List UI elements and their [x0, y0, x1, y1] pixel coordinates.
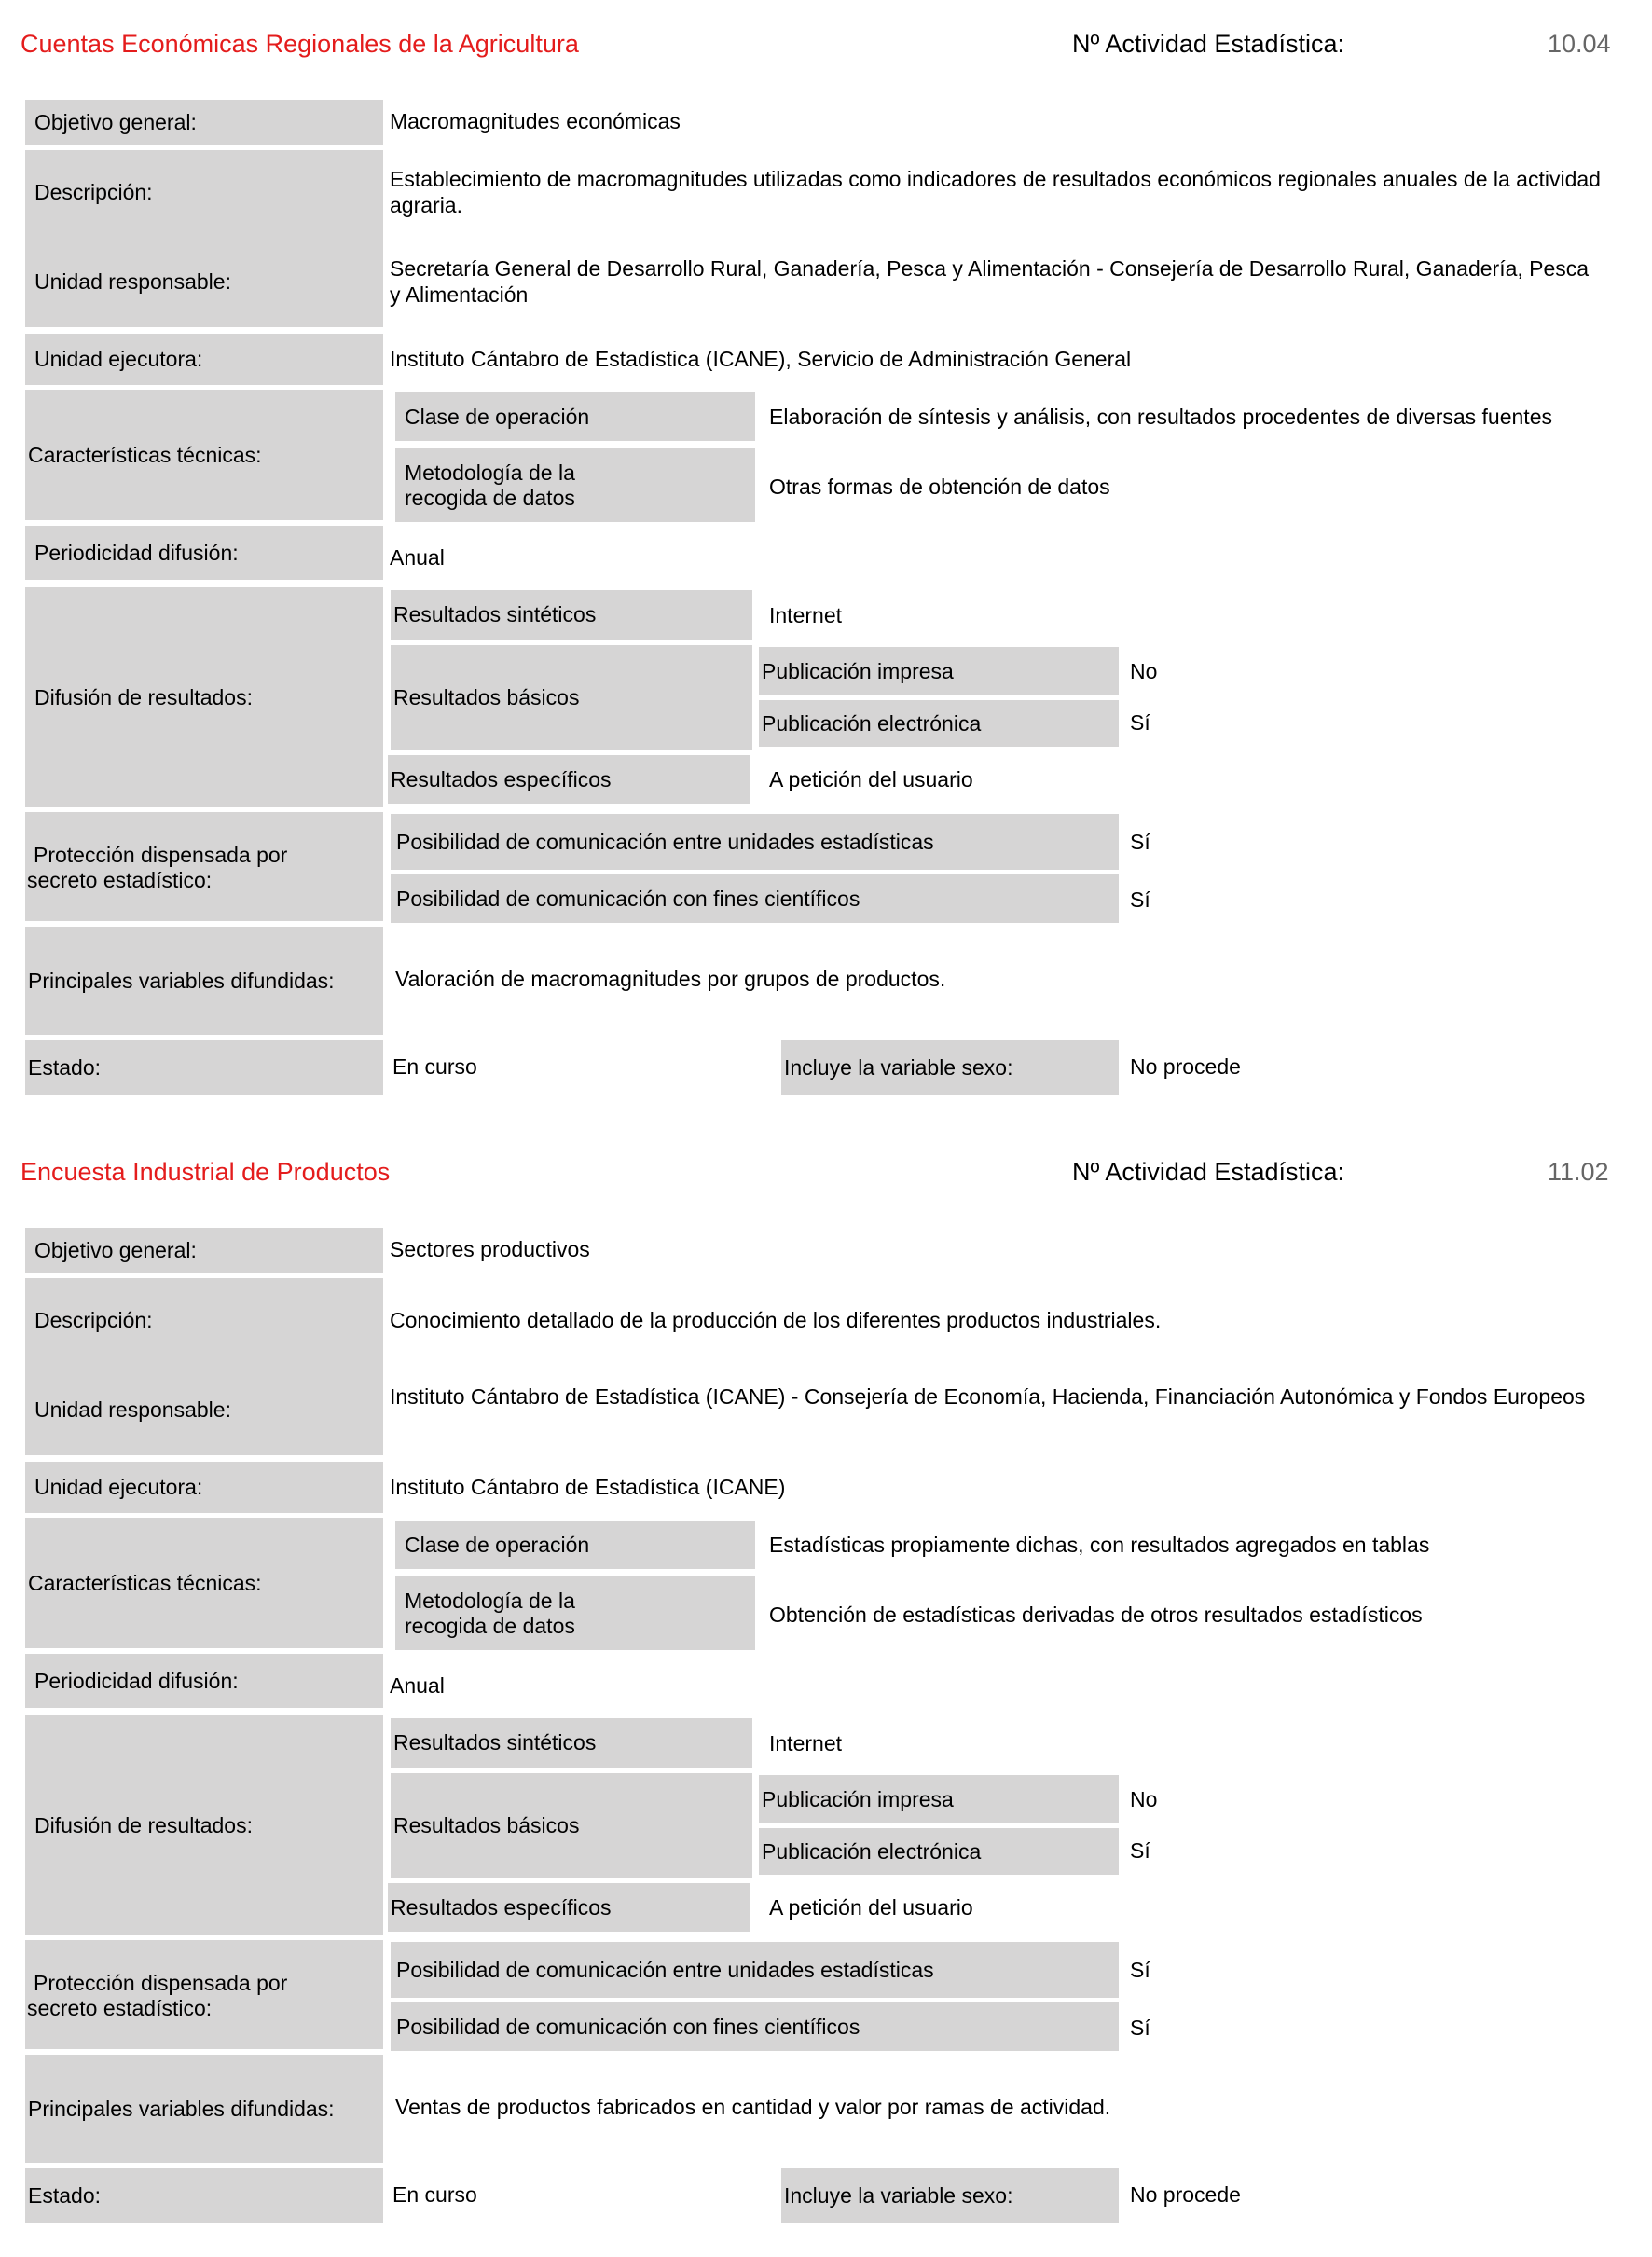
- ejecutora-label: Unidad ejecutora:: [25, 334, 383, 385]
- especificos-value: A petición del usuario: [769, 1895, 973, 1920]
- sinteticos-label: Resultados sintéticos: [391, 590, 752, 640]
- ejecutora-value: Instituto Cántabro de Estadística (ICANE), Servicio de Administración General: [390, 347, 1132, 371]
- metodologia-value: Obtención de estadísticas derivadas de otros resultados estadísticos: [769, 1603, 1423, 1627]
- com-cientificos-value: Sí: [1130, 2016, 1150, 2040]
- clase-value: Estadísticas propiamente dichas, con resultados agregados en tablas: [769, 1533, 1430, 1557]
- basicos-label: Resultados básicos: [391, 1773, 752, 1878]
- descripcion-label: Descripción:: [34, 179, 153, 204]
- operation-card-1: [0, 0, 1652, 1128]
- objetivo-label: Objetivo general:: [25, 100, 383, 145]
- com-unidades-value: Sí: [1130, 830, 1150, 854]
- objetivo-label: Objetivo general:: [25, 1228, 383, 1273]
- objetivo-value: Sectores productivos: [390, 1237, 590, 1261]
- objetivo-value: Macromagnitudes económicas: [390, 109, 681, 133]
- responsable-label: Unidad responsable:: [34, 1397, 231, 1422]
- periodicidad-value: Anual: [390, 1673, 445, 1698]
- clase-label: Clase de operación: [395, 392, 755, 441]
- variables-label: Principales variables difundidas:: [25, 927, 383, 1035]
- caracteristicas-label: Características técnicas:: [25, 1518, 383, 1648]
- sinteticos-value: Internet: [769, 1731, 842, 1755]
- estado-value: En curso: [392, 1054, 477, 1079]
- electronica-value: Sí: [1130, 710, 1150, 735]
- sexo-value: No procede: [1130, 1054, 1241, 1079]
- caracteristicas-label: Características técnicas:: [25, 390, 383, 520]
- activity-number: 10.04: [1548, 30, 1611, 58]
- sinteticos-value: Internet: [769, 603, 842, 627]
- proteccion-label-2: secreto estadístico:: [27, 868, 213, 892]
- activity-number-label: Nº Actividad Estadística:: [1072, 1158, 1344, 1186]
- descripcion-value: Conocimiento detallado de la producción de los diferentes productos industriales.: [390, 1308, 1162, 1332]
- especificos-label: Resultados específicos: [388, 755, 750, 804]
- sexo-label: Incluye la variable sexo:: [781, 1040, 1119, 1095]
- responsable-value: Instituto Cántabro de Estadística (ICANE) - Consejería de Economía, Hacienda, Financiación Autonómica y Fondos Europeos: [390, 1384, 1586, 1409]
- impresa-label: Publicación impresa: [759, 647, 1119, 695]
- com-unidades-label: Posibilidad de comunicación entre unidades estadísticas: [391, 1942, 1119, 1998]
- difusion-label: Difusión de resultados:: [25, 1715, 383, 1935]
- metodologia-label-2: recogida de datos: [405, 1614, 575, 1638]
- metodologia-label-1: Metodología de la: [405, 461, 575, 485]
- responsable-value: Secretaría General de Desarrollo Rural, Ganadería, Pesca y Alimentación - Consejería de Desarrollo Rural, Ganadería, Pesca y Alimentación: [390, 256, 1590, 307]
- sexo-label: Incluye la variable sexo:: [781, 2168, 1119, 2223]
- descripcion-value: Establecimiento de macromagnitudes utilizadas como indicadores de resultados económicos regionales anuales de la actividad agraria.: [390, 167, 1601, 217]
- electronica-label: Publicación electrónica: [759, 1828, 1119, 1875]
- impresa-value: No: [1130, 1787, 1158, 1811]
- com-unidades-label: Posibilidad de comunicación entre unidades estadísticas: [391, 814, 1119, 870]
- impresa-value: No: [1130, 659, 1158, 683]
- com-unidades-value: Sí: [1130, 1958, 1150, 1982]
- estado-label: Estado:: [25, 1040, 383, 1095]
- difusion-label: Difusión de resultados:: [25, 587, 383, 807]
- activity-number-label: Nº Actividad Estadística:: [1072, 30, 1344, 58]
- proteccion-label-1: Protección dispensada por: [34, 843, 288, 867]
- ejecutora-label: Unidad ejecutora:: [25, 1462, 383, 1513]
- periodicidad-label: Periodicidad difusión:: [25, 1654, 383, 1708]
- estado-value: En curso: [392, 2182, 477, 2207]
- electronica-label: Publicación electrónica: [759, 700, 1119, 747]
- metodologia-label-2: recogida de datos: [405, 486, 575, 510]
- especificos-value: A petición del usuario: [769, 767, 973, 791]
- periodicidad-label: Periodicidad difusión:: [25, 526, 383, 580]
- activity-number: 11.02: [1548, 1158, 1609, 1186]
- impresa-label: Publicación impresa: [759, 1775, 1119, 1823]
- metodologia-label-1: Metodología de la: [405, 1589, 575, 1613]
- operation-card-2: [0, 1128, 1652, 2256]
- proteccion-label-2: secreto estadístico:: [27, 1996, 213, 2020]
- responsable-label: Unidad responsable:: [34, 268, 231, 294]
- periodicidad-value: Anual: [390, 545, 445, 570]
- electronica-value: Sí: [1130, 1838, 1150, 1863]
- clase-value: Elaboración de síntesis y análisis, con resultados procedentes de diversas fuentes: [769, 405, 1552, 429]
- descripcion-label: Descripción:: [34, 1307, 153, 1332]
- com-cientificos-label: Posibilidad de comunicación con fines científicos: [391, 2002, 1119, 2051]
- variables-value: Ventas de productos fabricados en cantidad y valor por ramas de actividad.: [395, 2095, 1111, 2119]
- variables-label: Principales variables difundidas:: [25, 2055, 383, 2163]
- ejecutora-value: Instituto Cántabro de Estadística (ICANE): [390, 1475, 786, 1499]
- variables-value: Valoración de macromagnitudes por grupos de productos.: [395, 967, 946, 991]
- com-cientificos-value: Sí: [1130, 888, 1150, 912]
- operation-title: Cuentas Económicas Regionales de la Agricultura: [21, 30, 579, 58]
- proteccion-label-1: Protección dispensada por: [34, 1971, 288, 1995]
- sexo-value: No procede: [1130, 2182, 1241, 2207]
- com-cientificos-label: Posibilidad de comunicación con fines científicos: [391, 874, 1119, 923]
- estado-label: Estado:: [25, 2168, 383, 2223]
- clase-label: Clase de operación: [395, 1521, 755, 1569]
- basicos-label: Resultados básicos: [391, 645, 752, 750]
- metodologia-value: Otras formas de obtención de datos: [769, 475, 1110, 499]
- especificos-label: Resultados específicos: [388, 1883, 750, 1932]
- sinteticos-label: Resultados sintéticos: [391, 1718, 752, 1768]
- operation-title: Encuesta Industrial de Productos: [21, 1158, 391, 1186]
